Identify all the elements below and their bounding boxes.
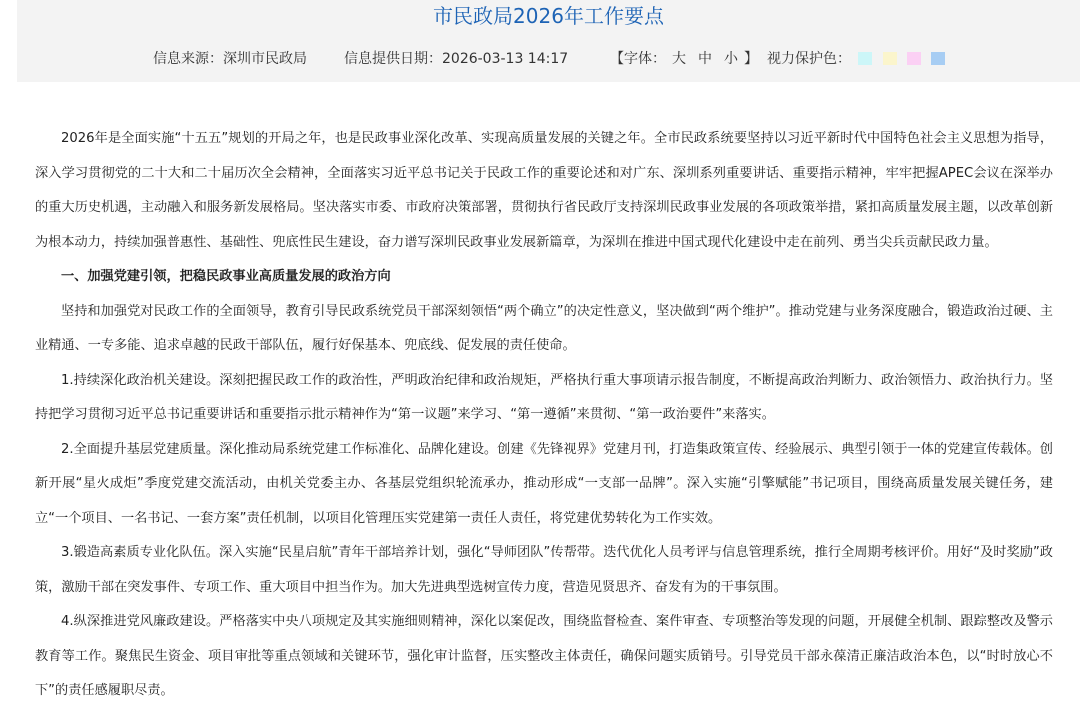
info-date: 信息提供日期：2026-03-13 14:17	[344, 51, 569, 67]
page-title: 市民政局2026年工作要点	[433, 4, 664, 28]
item-paragraph-4: 4.纵深推进党风廉政建设。严格落实中央八项规定及其实施细则精神，深化以案促改，围绕监督检查、案件审查、专项整治等发现的问题，开展健全机制、跟踪整改及警示教育等工作。聚焦民生资金、项目审批等重点领域和关键环节，强化审计监督，压实整改主体责任，确保问题实质销号。引导党员干部永葆清正廉洁政治本色，以“时时放心不下”的责任感履职尽责。	[35, 614, 1053, 698]
item-paragraph-1: 1.持续深化政治机关建设。深刻把握民政工作的政治性，严明政治纪律和政治规矩，严格执行重大事项请示报告制度，不断提高政治判断力、政治领悟力、政治执行力。坚持把学习贯彻习近平总书记重要讲话和重要指示批示精神作为“第一议题”来学习、“第一遵循”来贯彻、“第一政治要件”来落实。	[35, 372, 1053, 422]
font-large-link[interactable]: 大	[672, 51, 686, 67]
info-source: 信息来源：深圳市民政局	[153, 51, 307, 67]
article-header	[17, 0, 1080, 82]
font-medium-link[interactable]: 中	[698, 51, 712, 67]
font-size-control	[610, 48, 758, 70]
eye-protection-label: 视力保护色：	[767, 51, 851, 67]
font-label-close: 】	[744, 51, 758, 67]
font-label-open: 【字体：	[610, 51, 666, 67]
intro-paragraph: 2026年是全面实施“十五五”规划的开局之年，也是民政事业深化改革、实现高质量发展的关键之年。全市民政系统要坚持以习近平新时代中国特色社会主义思想为指导，深入学习贯彻党的二十大和二十届历次全会精神，全面落实习近平总书记关于民政工作的重要论述和对广东、深圳系列重要讲话、重要指示精神，牢牢把握APEC会议在深举办的重大历史机遇，主动融入和服务新发展格局。坚决落实市委、市政府决策部署，贯彻执行省民政厅支持深圳民政事业发展的各项政策举措，紧扣高质量发展主题，以改革创新为根本动力，持续加强普惠性、基础性、兜底性民生建设，奋力谱写深圳民政事业发展新篇章，为深圳在推进中国式现代化建设中走在前列、勇当尖兵贡献民政力量。	[35, 131, 1053, 250]
eye-color-pink[interactable]	[907, 52, 921, 65]
section-heading: 一、加强党建引领，把稳民政事业高质量发展的政治方向	[61, 269, 391, 284]
item-paragraph-2: 2.全面提升基层党建质量。深化推动局系统党建工作标准化、品牌化建设。创建《先锋视界》党建月刊，打造集政策宣传、经验展示、典型引领于一体的党建宣传载体。创新开展“星火成炬”季度党建交流活动，由机关党委主办、各基层党组织轮流承办，推动形成“一支部一品牌”。深入实施“引擎赋能”书记项目，围绕高质量发展关键任务，建立“一个项目、一名书记、一套方案”责任机制，以项目化管理压实党建第一责任人责任，将党建优势转化为工作实效。	[35, 441, 1053, 526]
eye-color-blue[interactable]	[931, 52, 945, 65]
section-paragraph: 坚持和加强党对民政工作的全面领导，教育引导民政系统党员干部深刻领悟“两个确立”的决定性意义，坚决做到“两个维护”。推动党建与业务深度融合，锻造政治过硬、主业精通、一专多能、追求卓越的民政干部队伍，履行好保基本、兜底线、促发展的责任使命。	[35, 303, 1053, 353]
eye-color-yellow[interactable]	[883, 52, 897, 65]
article-body	[35, 122, 1053, 709]
eye-color-cyan[interactable]	[858, 52, 872, 65]
item-paragraph-3: 3.锻造高素质专业化队伍。深入实施“民星启航”青年干部培养计划，强化“导师团队”传帮带。迭代优化人员考评与信息管理系统，推行全周期考核评价。用好“及时奖励”政策，激励干部在突发事件、专项工作、重大项目中担当作为。加大先进典型选树宣传力度，营造见贤思齐、奋发有为的干事氛围。	[35, 545, 1053, 595]
font-small-link[interactable]: 小	[724, 51, 738, 67]
